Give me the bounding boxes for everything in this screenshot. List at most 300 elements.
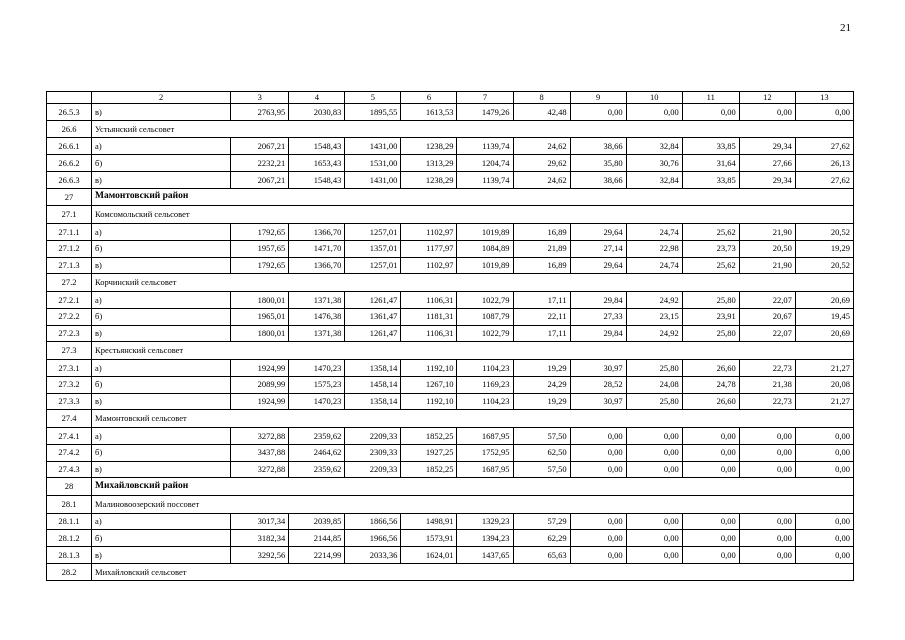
value-cell: 26,13 bbox=[795, 155, 853, 172]
table-row bbox=[47, 308, 854, 325]
value-cell: 1019,89 bbox=[457, 257, 513, 274]
value-cell: 29,84 bbox=[570, 291, 626, 308]
value-cell: 1957,65 bbox=[231, 240, 289, 257]
value-cell: 30,76 bbox=[626, 155, 682, 172]
value-cell: 29,64 bbox=[570, 257, 626, 274]
value-cell: 1022,79 bbox=[457, 291, 513, 308]
value-cell: 2464,62 bbox=[289, 444, 345, 461]
value-cell: 2214,99 bbox=[289, 547, 345, 564]
value-cell: 1573,91 bbox=[401, 530, 457, 547]
value-cell: 0,00 bbox=[626, 461, 682, 478]
value-cell: 16,89 bbox=[513, 257, 570, 274]
value-cell: 0,00 bbox=[795, 461, 853, 478]
column-header: 8 bbox=[513, 92, 570, 104]
value-cell: 21,90 bbox=[739, 257, 795, 274]
column-header: 13 bbox=[795, 92, 853, 104]
value-cell: 1687,95 bbox=[457, 427, 513, 444]
row-label: а) bbox=[92, 359, 231, 376]
value-cell: 0,00 bbox=[795, 530, 853, 547]
row-label: в) bbox=[92, 104, 231, 121]
column-header: 7 bbox=[457, 92, 513, 104]
value-cell: 3182,34 bbox=[231, 530, 289, 547]
value-cell: 0,00 bbox=[626, 547, 682, 564]
value-cell: 19,29 bbox=[513, 393, 570, 410]
value-cell: 32,84 bbox=[626, 138, 682, 155]
value-cell: 1476,38 bbox=[289, 308, 345, 325]
value-cell: 0,00 bbox=[682, 513, 739, 530]
value-cell: 20,08 bbox=[795, 376, 853, 393]
column-header: 4 bbox=[289, 92, 345, 104]
row-label: в) bbox=[92, 171, 231, 188]
column-header: 2 bbox=[92, 92, 231, 104]
value-cell: 21,38 bbox=[739, 376, 795, 393]
value-cell: 20,69 bbox=[795, 325, 853, 342]
settlement-name: Корчинский сельсовет bbox=[92, 274, 854, 292]
table-row bbox=[47, 325, 854, 342]
value-cell: 1575,23 bbox=[289, 376, 345, 393]
value-cell: 1965,01 bbox=[231, 308, 289, 325]
column-header: 9 bbox=[570, 92, 626, 104]
row-label: в) bbox=[92, 547, 231, 564]
value-cell: 3272,88 bbox=[231, 427, 289, 444]
table-row bbox=[47, 444, 854, 461]
value-cell: 1792,65 bbox=[231, 257, 289, 274]
tariff-table bbox=[46, 91, 854, 581]
table-row bbox=[47, 104, 854, 121]
table-row bbox=[47, 291, 854, 308]
value-cell: 1792,65 bbox=[231, 223, 289, 240]
value-cell: 25,80 bbox=[682, 325, 739, 342]
value-cell: 29,34 bbox=[739, 171, 795, 188]
value-cell: 29,34 bbox=[739, 138, 795, 155]
value-cell: 20,52 bbox=[795, 223, 853, 240]
value-cell: 2030,83 bbox=[289, 104, 345, 121]
column-header: 6 bbox=[401, 92, 457, 104]
value-cell: 62,29 bbox=[513, 530, 570, 547]
value-cell: 1357,01 bbox=[345, 240, 401, 257]
value-cell: 2763,95 bbox=[231, 104, 289, 121]
row-code: 27.2.3 bbox=[47, 325, 92, 342]
value-cell: 17,11 bbox=[513, 291, 570, 308]
settlement-name: Малиновоозерский поссовет bbox=[92, 495, 854, 513]
value-cell: 1358,14 bbox=[345, 393, 401, 410]
value-cell: 1181,31 bbox=[401, 308, 457, 325]
value-cell: 1531,00 bbox=[345, 155, 401, 172]
value-cell: 1358,14 bbox=[345, 359, 401, 376]
settlement-name: Мамонтовский сельсовет bbox=[92, 410, 854, 428]
value-cell: 27,33 bbox=[570, 308, 626, 325]
settlement-header-row bbox=[47, 563, 854, 581]
value-cell: 1458,14 bbox=[345, 376, 401, 393]
value-cell: 1366,70 bbox=[289, 257, 345, 274]
table-row bbox=[47, 223, 854, 240]
value-cell: 2089,99 bbox=[231, 376, 289, 393]
row-code: 27.3.1 bbox=[47, 359, 92, 376]
value-cell: 35,80 bbox=[570, 155, 626, 172]
column-header: 12 bbox=[739, 92, 795, 104]
table-row bbox=[47, 393, 854, 410]
settlement-header-row bbox=[47, 410, 854, 428]
row-label: б) bbox=[92, 240, 231, 257]
value-cell: 2067,21 bbox=[231, 138, 289, 155]
value-cell: 38,66 bbox=[570, 138, 626, 155]
value-cell: 0,00 bbox=[795, 104, 853, 121]
value-cell: 27,62 bbox=[795, 138, 853, 155]
value-cell: 24,08 bbox=[626, 376, 682, 393]
value-cell: 25,62 bbox=[682, 223, 739, 240]
row-code: 26.6.1 bbox=[47, 138, 92, 155]
row-code: 27.3.2 bbox=[47, 376, 92, 393]
table-row bbox=[47, 155, 854, 172]
value-cell: 16,89 bbox=[513, 223, 570, 240]
row-code: 27 bbox=[47, 188, 92, 206]
value-cell: 1479,26 bbox=[457, 104, 513, 121]
value-cell: 20,67 bbox=[739, 308, 795, 325]
table-row bbox=[47, 359, 854, 376]
table-row bbox=[47, 427, 854, 444]
value-cell: 1104,23 bbox=[457, 393, 513, 410]
value-cell: 42,48 bbox=[513, 104, 570, 121]
value-cell: 26,60 bbox=[682, 393, 739, 410]
settlement-name: Устьянский сельсовет bbox=[92, 120, 854, 138]
value-cell: 1687,95 bbox=[457, 461, 513, 478]
value-cell: 27,14 bbox=[570, 240, 626, 257]
value-cell: 1895,55 bbox=[345, 104, 401, 121]
district-name: Михайловский район bbox=[92, 478, 854, 496]
value-cell: 33,85 bbox=[682, 138, 739, 155]
value-cell: 2209,33 bbox=[345, 427, 401, 444]
row-code: 28.1.2 bbox=[47, 530, 92, 547]
row-code: 28 bbox=[47, 478, 92, 496]
value-cell: 0,00 bbox=[682, 104, 739, 121]
table-row bbox=[47, 257, 854, 274]
row-code: 28.1.1 bbox=[47, 513, 92, 530]
value-cell: 1261,47 bbox=[345, 325, 401, 342]
value-cell: 21,89 bbox=[513, 240, 570, 257]
value-cell: 0,00 bbox=[570, 461, 626, 478]
value-cell: 1613,53 bbox=[401, 104, 457, 121]
value-cell: 2232,21 bbox=[231, 155, 289, 172]
row-code: 27.4 bbox=[47, 410, 92, 428]
column-header: 10 bbox=[626, 92, 682, 104]
column-header: 3 bbox=[231, 92, 289, 104]
row-code: 26.6.3 bbox=[47, 171, 92, 188]
value-cell: 2309,33 bbox=[345, 444, 401, 461]
table-row bbox=[47, 513, 854, 530]
row-code: 26.6.2 bbox=[47, 155, 92, 172]
value-cell: 30,97 bbox=[570, 359, 626, 376]
settlement-name: Крестьянский сельсовет bbox=[92, 342, 854, 360]
row-code: 28.1.3 bbox=[47, 547, 92, 564]
value-cell: 27,62 bbox=[795, 171, 853, 188]
settlement-header-row bbox=[47, 206, 854, 224]
value-cell: 2144,85 bbox=[289, 530, 345, 547]
value-cell: 1927,25 bbox=[401, 444, 457, 461]
value-cell: 1022,79 bbox=[457, 325, 513, 342]
row-label: а) bbox=[92, 223, 231, 240]
table-row bbox=[47, 240, 854, 257]
table-row bbox=[47, 530, 854, 547]
value-cell: 65,63 bbox=[513, 547, 570, 564]
settlement-name: Комсомольский сельсовет bbox=[92, 206, 854, 224]
value-cell: 1102,97 bbox=[401, 257, 457, 274]
value-cell: 1800,01 bbox=[231, 291, 289, 308]
row-code: 27.1.3 bbox=[47, 257, 92, 274]
value-cell: 25,80 bbox=[682, 291, 739, 308]
value-cell: 29,62 bbox=[513, 155, 570, 172]
value-cell: 22,73 bbox=[739, 393, 795, 410]
value-cell: 0,00 bbox=[739, 444, 795, 461]
value-cell: 0,00 bbox=[626, 427, 682, 444]
value-cell: 62,50 bbox=[513, 444, 570, 461]
value-cell: 0,00 bbox=[795, 547, 853, 564]
value-cell: 3017,34 bbox=[231, 513, 289, 530]
value-cell: 0,00 bbox=[570, 547, 626, 564]
value-cell: 30,97 bbox=[570, 393, 626, 410]
row-label: а) bbox=[92, 513, 231, 530]
value-cell: 1257,01 bbox=[345, 223, 401, 240]
value-cell: 0,00 bbox=[682, 444, 739, 461]
value-cell: 2209,33 bbox=[345, 461, 401, 478]
value-cell: 1548,43 bbox=[289, 138, 345, 155]
value-cell: 24,92 bbox=[626, 325, 682, 342]
table-header-row bbox=[47, 92, 854, 104]
value-cell: 57,50 bbox=[513, 461, 570, 478]
value-cell: 25,62 bbox=[682, 257, 739, 274]
value-cell: 22,11 bbox=[513, 308, 570, 325]
value-cell: 0,00 bbox=[626, 104, 682, 121]
value-cell: 0,00 bbox=[682, 530, 739, 547]
value-cell: 19,29 bbox=[795, 240, 853, 257]
value-cell: 26,60 bbox=[682, 359, 739, 376]
row-code: 27.2.1 bbox=[47, 291, 92, 308]
value-cell: 0,00 bbox=[795, 427, 853, 444]
value-cell: 1204,74 bbox=[457, 155, 513, 172]
value-cell: 17,11 bbox=[513, 325, 570, 342]
value-cell: 21,90 bbox=[739, 223, 795, 240]
settlement-name: Михайловский сельсовет bbox=[92, 563, 854, 581]
row-code: 26.5.3 bbox=[47, 104, 92, 121]
value-cell: 1177,97 bbox=[401, 240, 457, 257]
value-cell: 1431,00 bbox=[345, 138, 401, 155]
value-cell: 1800,01 bbox=[231, 325, 289, 342]
value-cell: 57,29 bbox=[513, 513, 570, 530]
settlement-header-row bbox=[47, 495, 854, 513]
row-code: 27.4.3 bbox=[47, 461, 92, 478]
value-cell: 0,00 bbox=[795, 444, 853, 461]
value-cell: 3292,56 bbox=[231, 547, 289, 564]
district-name: Мамонтовский район bbox=[92, 188, 854, 206]
value-cell: 19,45 bbox=[795, 308, 853, 325]
value-cell: 1924,99 bbox=[231, 393, 289, 410]
value-cell: 24,74 bbox=[626, 223, 682, 240]
value-cell: 3437,88 bbox=[231, 444, 289, 461]
value-cell: 20,50 bbox=[739, 240, 795, 257]
value-cell: 20,52 bbox=[795, 257, 853, 274]
value-cell: 1169,23 bbox=[457, 376, 513, 393]
value-cell: 1431,00 bbox=[345, 171, 401, 188]
value-cell: 25,80 bbox=[626, 359, 682, 376]
value-cell: 1366,70 bbox=[289, 223, 345, 240]
table-row bbox=[47, 547, 854, 564]
value-cell: 0,00 bbox=[739, 461, 795, 478]
value-cell: 1371,38 bbox=[289, 325, 345, 342]
value-cell: 1238,29 bbox=[401, 171, 457, 188]
value-cell: 38,66 bbox=[570, 171, 626, 188]
value-cell: 1192,10 bbox=[401, 393, 457, 410]
value-cell: 1313,29 bbox=[401, 155, 457, 172]
district-header-row bbox=[47, 188, 854, 206]
value-cell: 1257,01 bbox=[345, 257, 401, 274]
value-cell: 1267,10 bbox=[401, 376, 457, 393]
row-code: 27.1 bbox=[47, 206, 92, 224]
value-cell: 33,85 bbox=[682, 171, 739, 188]
value-cell: 1106,31 bbox=[401, 325, 457, 342]
value-cell: 29,64 bbox=[570, 223, 626, 240]
row-code: 28.1 bbox=[47, 495, 92, 513]
value-cell: 1752,95 bbox=[457, 444, 513, 461]
value-cell: 1852,25 bbox=[401, 461, 457, 478]
value-cell: 1106,31 bbox=[401, 291, 457, 308]
value-cell: 1394,23 bbox=[457, 530, 513, 547]
value-cell: 21,27 bbox=[795, 393, 853, 410]
value-cell: 29,84 bbox=[570, 325, 626, 342]
value-cell: 28,52 bbox=[570, 376, 626, 393]
value-cell: 2067,21 bbox=[231, 171, 289, 188]
column-header: 11 bbox=[682, 92, 739, 104]
table-row bbox=[47, 171, 854, 188]
value-cell: 1192,10 bbox=[401, 359, 457, 376]
row-code: 27.2.2 bbox=[47, 308, 92, 325]
value-cell: 0,00 bbox=[682, 461, 739, 478]
settlement-header-row bbox=[47, 342, 854, 360]
value-cell: 24,62 bbox=[513, 138, 570, 155]
value-cell: 1852,25 bbox=[401, 427, 457, 444]
value-cell: 27,66 bbox=[739, 155, 795, 172]
row-label: б) bbox=[92, 376, 231, 393]
table-row bbox=[47, 138, 854, 155]
column-header bbox=[47, 92, 92, 104]
value-cell: 1498,91 bbox=[401, 513, 457, 530]
value-cell: 0,00 bbox=[739, 513, 795, 530]
row-label: в) bbox=[92, 393, 231, 410]
value-cell: 1653,43 bbox=[289, 155, 345, 172]
value-cell: 2033,36 bbox=[345, 547, 401, 564]
value-cell: 2039,85 bbox=[289, 513, 345, 530]
row-label: б) bbox=[92, 444, 231, 461]
page-number: 21 bbox=[840, 22, 851, 34]
row-code: 27.2 bbox=[47, 274, 92, 292]
value-cell: 1084,89 bbox=[457, 240, 513, 257]
value-cell: 1139,74 bbox=[457, 171, 513, 188]
row-label: в) bbox=[92, 325, 231, 342]
value-cell: 22,73 bbox=[739, 359, 795, 376]
column-header: 5 bbox=[345, 92, 401, 104]
row-label: а) bbox=[92, 138, 231, 155]
value-cell: 24,29 bbox=[513, 376, 570, 393]
value-cell: 57,50 bbox=[513, 427, 570, 444]
value-cell: 22,98 bbox=[626, 240, 682, 257]
district-header-row bbox=[47, 478, 854, 496]
value-cell: 0,00 bbox=[570, 530, 626, 547]
table-row bbox=[47, 461, 854, 478]
value-cell: 23,15 bbox=[626, 308, 682, 325]
row-code: 27.3 bbox=[47, 342, 92, 360]
row-label: в) bbox=[92, 461, 231, 478]
table-row bbox=[47, 376, 854, 393]
value-cell: 1548,43 bbox=[289, 171, 345, 188]
row-code: 27.1.1 bbox=[47, 223, 92, 240]
value-cell: 1966,56 bbox=[345, 530, 401, 547]
value-cell: 2359,62 bbox=[289, 427, 345, 444]
value-cell: 19,29 bbox=[513, 359, 570, 376]
value-cell: 1104,23 bbox=[457, 359, 513, 376]
value-cell: 24,92 bbox=[626, 291, 682, 308]
value-cell: 1437,65 bbox=[457, 547, 513, 564]
row-label: б) bbox=[92, 308, 231, 325]
value-cell: 31,64 bbox=[682, 155, 739, 172]
value-cell: 0,00 bbox=[739, 104, 795, 121]
value-cell: 1087,79 bbox=[457, 308, 513, 325]
row-label: а) bbox=[92, 427, 231, 444]
value-cell: 1361,47 bbox=[345, 308, 401, 325]
settlement-header-row bbox=[47, 274, 854, 292]
value-cell: 24,74 bbox=[626, 257, 682, 274]
row-code: 28.2 bbox=[47, 563, 92, 581]
settlement-header-row bbox=[47, 120, 854, 138]
value-cell: 1924,99 bbox=[231, 359, 289, 376]
value-cell: 1470,23 bbox=[289, 359, 345, 376]
value-cell: 0,00 bbox=[795, 513, 853, 530]
value-cell: 1371,38 bbox=[289, 291, 345, 308]
value-cell: 0,00 bbox=[682, 427, 739, 444]
value-cell: 1139,74 bbox=[457, 138, 513, 155]
value-cell: 0,00 bbox=[626, 444, 682, 461]
row-code: 27.4.2 bbox=[47, 444, 92, 461]
value-cell: 1261,47 bbox=[345, 291, 401, 308]
value-cell: 0,00 bbox=[570, 104, 626, 121]
value-cell: 1470,23 bbox=[289, 393, 345, 410]
value-cell: 1102,97 bbox=[401, 223, 457, 240]
value-cell: 2359,62 bbox=[289, 461, 345, 478]
value-cell: 1624,01 bbox=[401, 547, 457, 564]
value-cell: 0,00 bbox=[739, 427, 795, 444]
value-cell: 0,00 bbox=[570, 427, 626, 444]
row-code: 27.4.1 bbox=[47, 427, 92, 444]
value-cell: 22,07 bbox=[739, 291, 795, 308]
value-cell: 25,80 bbox=[626, 393, 682, 410]
value-cell: 21,27 bbox=[795, 359, 853, 376]
row-code: 26.6 bbox=[47, 120, 92, 138]
value-cell: 1019,89 bbox=[457, 223, 513, 240]
row-code: 27.1.2 bbox=[47, 240, 92, 257]
value-cell: 32,84 bbox=[626, 171, 682, 188]
value-cell: 1329,23 bbox=[457, 513, 513, 530]
value-cell: 0,00 bbox=[626, 530, 682, 547]
value-cell: 0,00 bbox=[570, 513, 626, 530]
row-label: б) bbox=[92, 530, 231, 547]
value-cell: 0,00 bbox=[739, 530, 795, 547]
value-cell: 0,00 bbox=[626, 513, 682, 530]
value-cell: 24,78 bbox=[682, 376, 739, 393]
value-cell: 23,91 bbox=[682, 308, 739, 325]
value-cell: 1866,56 bbox=[345, 513, 401, 530]
value-cell: 0,00 bbox=[739, 547, 795, 564]
row-label: в) bbox=[92, 257, 231, 274]
row-code: 27.3.3 bbox=[47, 393, 92, 410]
value-cell: 0,00 bbox=[682, 547, 739, 564]
value-cell: 24,62 bbox=[513, 171, 570, 188]
